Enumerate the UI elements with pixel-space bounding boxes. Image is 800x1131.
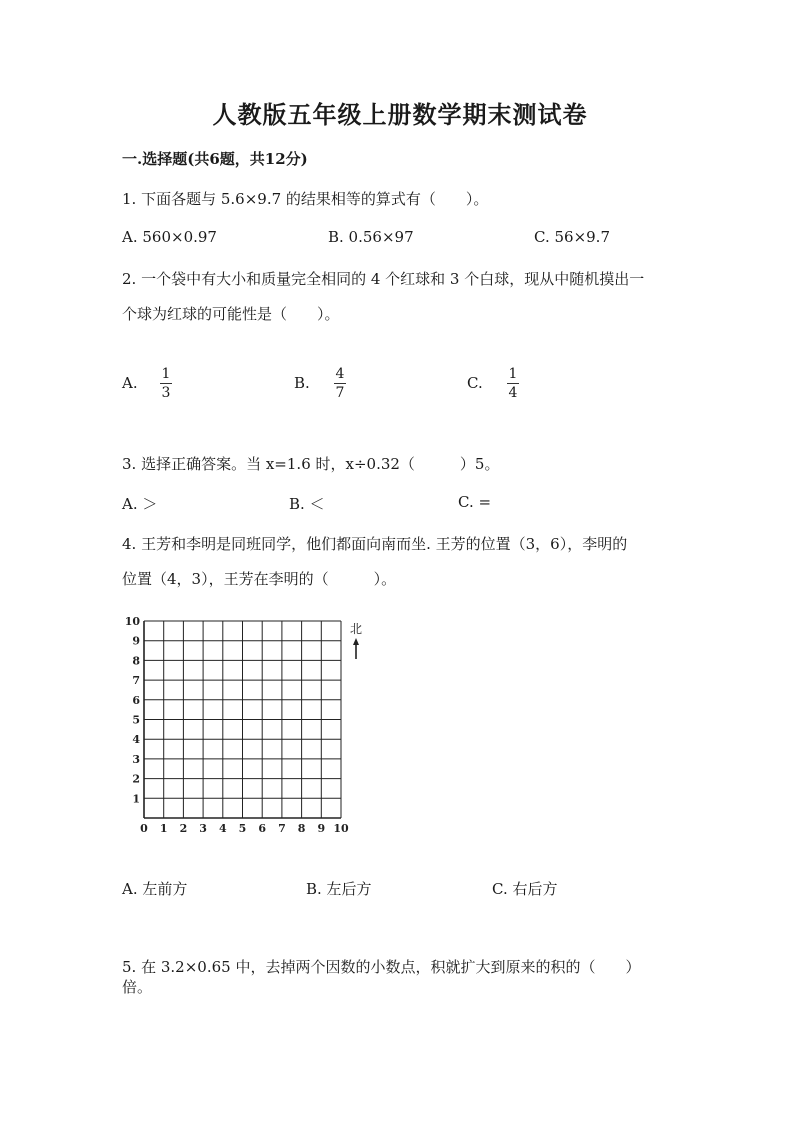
question-4-option-c[interactable]: C. 右后方 [492,880,558,898]
x-tick-label: 4 [218,822,227,835]
north-label: 北 [349,622,363,636]
question-4-text-line2: 位置（4，3），王芳在李明的（ ）。 [122,570,397,588]
question-5-text-line1: 5. 在 3.2×0.65 中，去掉两个因数的小数点，积就扩大到原来的积的（ ） [122,958,641,976]
question-2-option-c-label[interactable]: C. [467,374,483,392]
x-tick-label: 10 [333,822,349,835]
x-tick-label: 3 [199,822,207,835]
y-tick-label: 4 [132,733,140,747]
y-tick-label: 5 [132,713,140,727]
coordinate-grid-svg [118,615,378,838]
question-1-option-a[interactable]: A. 560×0.97 [122,228,217,246]
x-tick-label: 9 [317,822,326,835]
question-4-text-line1: 4. 王芳和李明是同班同学，他们都面向南而坐. 王芳的位置（3，6），李明的 [122,535,628,553]
y-tick-label: 2 [132,772,140,786]
fraction-denominator: 4 [508,385,518,401]
y-tick-label: 9 [132,634,140,648]
question-3-option-c[interactable]: C. = [458,493,492,511]
y-tick-label: 3 [132,752,140,766]
fraction-numerator: 1 [161,366,171,382]
north-arrowhead-icon [353,638,359,645]
fraction-bar [334,383,346,384]
question-3-option-a[interactable]: A. ＞ [122,495,158,513]
fraction-denominator: 3 [161,385,171,401]
question-1-option-b[interactable]: B. 0.56×97 [328,228,414,246]
x-tick-label: 8 [297,822,306,835]
question-1-option-c[interactable]: C. 56×9.7 [534,228,610,246]
y-tick-label: 6 [132,693,140,707]
question-2-option-a-label[interactable]: A. [122,374,138,392]
fraction-bar [507,383,519,384]
x-tick-label: 1 [159,822,168,835]
y-tick-label: 8 [132,654,140,668]
x-tick-label: 7 [278,822,286,835]
y-tick-label: 7 [132,674,140,688]
fraction-denominator: 7 [335,385,345,401]
y-tick-label: 10 [124,615,140,628]
section-heading: 一.选择题(共6题，共12分) [122,150,308,168]
x-tick-label: 6 [258,822,267,835]
y-tick-label: 1 [132,792,140,806]
coordinate-grid [118,615,378,838]
question-3-option-b[interactable]: B. ＜ [289,495,325,513]
fraction-bar [160,383,172,384]
question-3-text: 3. 选择正确答案。当 x=1.6 时，x÷0.32（ ）5。 [122,455,500,473]
question-2-text-line2: 个球为红球的可能性是（ ）。 [122,305,340,323]
question-2-option-b-label[interactable]: B. [294,374,310,392]
page-title: 人教版五年级上册数学期末测试卷 [212,100,588,129]
fraction-numerator: 1 [508,366,518,382]
question-4-option-b[interactable]: B. 左后方 [306,880,372,898]
x-tick-label: 5 [238,822,247,835]
fraction-numerator: 4 [335,366,345,382]
x-tick-label: 2 [179,822,188,835]
question-2-text-line1: 2. 一个袋中有大小和质量完全相同的 4 个红球和 3 个白球，现从中随机摸出一 [122,270,645,288]
question-1-text: 1. 下面各题与 5.6×9.7 的结果相等的算式有（ ）。 [122,190,489,208]
x-tick-label: 0 [140,822,148,835]
question-2-option-a-fraction [160,366,172,401]
question-2-option-c-fraction [507,366,519,401]
question-4-option-a[interactable]: A. 左前方 [122,880,188,898]
question-5-text-line2: 倍。 [122,978,153,996]
question-2-option-b-fraction [334,366,346,401]
